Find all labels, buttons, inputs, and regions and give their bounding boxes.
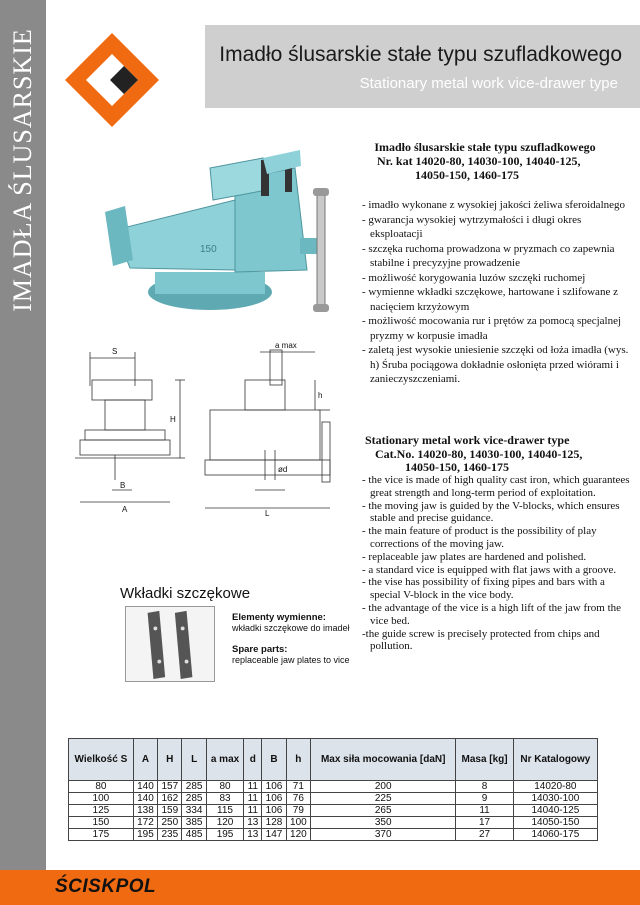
dim-a-label: A	[122, 505, 128, 514]
table-cell: 175	[69, 829, 134, 841]
table-cell: 115	[206, 805, 243, 817]
english-cat-line1: Cat.No. 14020-80, 14030-100, 14040-125,	[375, 446, 583, 461]
table-cell: 140	[133, 781, 157, 793]
english-cat-line2: 14050-150, 1460-175	[405, 460, 509, 474]
table-cell: 14040-125	[513, 805, 597, 817]
list-item: - możliwość korygowania luzów szczęki ruchomej	[362, 271, 586, 284]
table-cell: 172	[133, 817, 157, 829]
table-cell: 106	[262, 793, 286, 805]
col-header: Nr Katalogowy	[513, 739, 597, 781]
table-cell: 106	[262, 781, 286, 793]
list-item: - the vise has possibility of fixing pipes and bars with a special V-block in the vice body.	[362, 576, 605, 602]
list-item: - gwarancja wysokiej wytrzymałości i długi okres eksploatacji	[362, 213, 582, 240]
page-subtitle: Stationary metal work vice-drawer type	[359, 75, 618, 92]
dim-h-upper-label: H	[170, 415, 176, 424]
table-cell: 14060-175	[513, 829, 597, 841]
table-row	[69, 805, 598, 817]
col-header: a max	[206, 739, 243, 781]
table-row	[69, 793, 598, 805]
list-item: - wymienne wkładki szczękowe, hartowane i szlifowane z nacięciem krzyżowym	[362, 286, 618, 313]
table-cell: 125	[69, 805, 134, 817]
table-cell: 157	[158, 781, 182, 793]
dim-s-label: S	[112, 347, 118, 356]
list-item: - the advantage of the vice is a high lift of the jaw from the vice bed.	[362, 601, 622, 627]
table-cell: 9	[456, 793, 513, 805]
dim-b-label: B	[120, 481, 126, 490]
col-header: H	[158, 739, 182, 781]
polish-features	[362, 198, 634, 387]
table-cell: 11	[244, 805, 262, 817]
table-cell: 285	[182, 781, 206, 793]
table-cell: 285	[182, 793, 206, 805]
list-item: - zaletą jest wysokie uniesienie szczęki od łoża imadła (wys. h) Śruba pociągowa dokładnie osłonięta przed wiórami i zanieczyszczeniami.	[362, 344, 629, 385]
table-cell: 334	[182, 805, 206, 817]
table-cell: 138	[133, 805, 157, 817]
table-cell: 385	[182, 817, 206, 829]
col-header: Masa [kg]	[456, 739, 513, 781]
table-cell: 120	[286, 829, 310, 841]
table-cell: 11	[456, 805, 513, 817]
table-row	[69, 781, 598, 793]
table-cell: 13	[244, 817, 262, 829]
table-cell: 128	[262, 817, 286, 829]
table-cell: 100	[69, 793, 134, 805]
table-cell: 120	[206, 817, 243, 829]
col-header: A	[133, 739, 157, 781]
table-cell: 13	[244, 829, 262, 841]
table-cell: 14050-150	[513, 817, 597, 829]
table-cell: 17	[456, 817, 513, 829]
list-item: - replaceable jaw plates are hardened and polished.	[362, 550, 587, 563]
col-header: L	[182, 739, 206, 781]
table-cell: 370	[311, 829, 456, 841]
inserts-title: Wkładki szczękowe	[120, 585, 251, 602]
table-cell: 14030-100	[513, 793, 597, 805]
col-header: Wielkość S	[69, 739, 134, 781]
dim-d-label: ød	[278, 465, 288, 474]
table-cell: 80	[206, 781, 243, 793]
header-box	[205, 25, 640, 108]
table-cell: 159	[158, 805, 182, 817]
table-cell: 200	[311, 781, 456, 793]
table-row	[69, 817, 598, 829]
polish-header	[365, 140, 625, 182]
table-cell: 8	[456, 781, 513, 793]
dim-h-lower-label: h	[318, 391, 323, 400]
polish-cat-line2: 14050-150, 1460-175	[415, 168, 519, 182]
list-item: - imadło wykonane z wysokiej jakości żeliwa sferoidalnego	[362, 199, 626, 211]
table-cell: 11	[244, 781, 262, 793]
list-item: -the guide screw is precisely protected from chips and pollution.	[362, 627, 600, 653]
table-cell: 11	[244, 793, 262, 805]
table-cell: 140	[133, 793, 157, 805]
table-cell: 83	[206, 793, 243, 805]
table-cell: 485	[182, 829, 206, 841]
table-cell: 106	[262, 805, 286, 817]
polish-cat-line1: Nr. kat 14020-80, 14030-100, 14040-125,	[377, 154, 581, 168]
table-cell: 76	[286, 793, 310, 805]
jaw-plates-image	[125, 606, 215, 682]
table-cell: 27	[456, 829, 513, 841]
logo-icon	[62, 30, 162, 130]
col-header: Max siła mocowania [daN]	[311, 739, 456, 781]
table-cell: 71	[286, 781, 310, 793]
vice-photo	[85, 140, 345, 320]
dim-amax-label: a max	[275, 341, 297, 350]
list-item: - the vice is made of high quality cast iron, which guarantees great strength and long-term period of exploitation.	[362, 474, 630, 499]
table-cell: 100	[286, 817, 310, 829]
page-title: Imadło ślusarskie stałe typu szufladkowego	[219, 43, 622, 66]
table-cell: 195	[133, 829, 157, 841]
brand-logo: ŚCISKPOL	[55, 876, 157, 897]
table-row	[69, 829, 598, 841]
table-cell: 80	[69, 781, 134, 793]
table-cell: 250	[158, 817, 182, 829]
list-item: - a standard vice is equipped with flat jaws with a groove.	[362, 563, 617, 576]
table-cell: 79	[286, 805, 310, 817]
spare-en-head: Spare parts:	[232, 644, 288, 655]
list-item: - the moving jaw is guided by the V-blocks, which ensures stable and precise guidance.	[362, 499, 620, 525]
table-cell: 147	[262, 829, 286, 841]
photo-badge: 150	[200, 244, 217, 255]
table-cell: 265	[311, 805, 456, 817]
table-cell: 195	[206, 829, 243, 841]
table-cell: 235	[158, 829, 182, 841]
spare-parts-note	[232, 612, 350, 666]
spec-table	[68, 738, 598, 841]
spare-en-text: replaceable jaw plates to vice	[232, 655, 350, 665]
col-header: h	[286, 739, 310, 781]
english-title: Stationary metal work vice-drawer type	[365, 433, 570, 447]
table-cell: 350	[311, 817, 456, 829]
spare-pl-text: wkładki szczękowe do imadeł	[232, 623, 350, 633]
list-item: - szczęka ruchoma prowadzona w pryzmach co zapewnia stabilne i precyzyjne prowadzenie	[362, 242, 615, 269]
table-cell: 14020-80	[513, 781, 597, 793]
list-item: - możliwość mocowania rur i prętów za pomocą specjalnej pryzmy w korpusie imadła	[362, 315, 622, 342]
table-cell: 225	[311, 793, 456, 805]
spare-pl-head: Elementy wymienne:	[232, 612, 326, 623]
english-features	[362, 474, 634, 653]
sidebar-title: IMADŁA ŚLUSARSKIE	[8, 28, 37, 312]
col-header: d	[244, 739, 262, 781]
polish-title: Imadło ślusarskie stałe typu szufladkowego	[374, 140, 596, 154]
table-header-row	[69, 739, 598, 781]
list-item: - the main feature of product is the possibility of play corrections of the moving jaw.	[362, 525, 597, 550]
col-header: B	[262, 739, 286, 781]
english-header	[365, 434, 625, 475]
table-cell: 150	[69, 817, 134, 829]
dim-l-label: L	[265, 509, 270, 518]
technical-drawing	[70, 340, 342, 520]
table-cell: 162	[158, 793, 182, 805]
